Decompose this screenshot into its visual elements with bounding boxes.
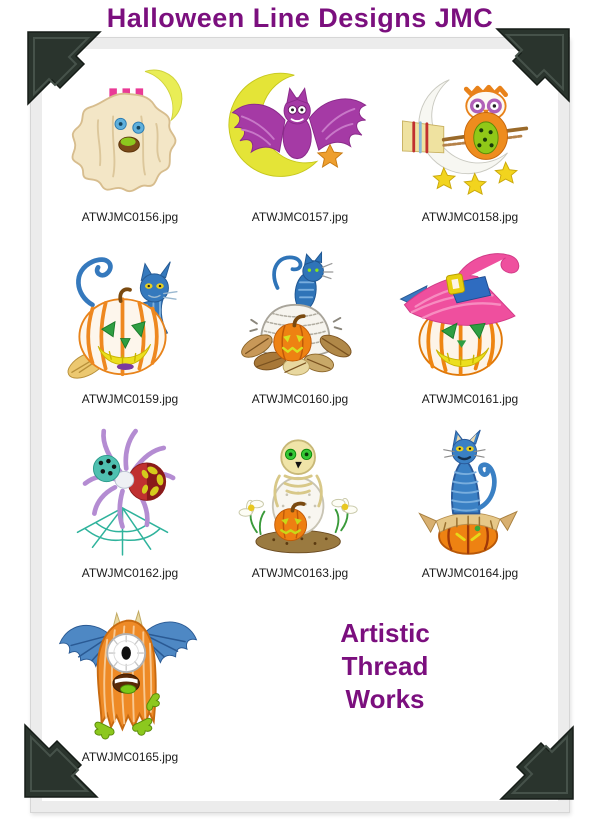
design-thumbnail-pumpkin-cat bbox=[45, 238, 215, 391]
design-cell bbox=[385, 238, 555, 406]
design-grid-row-2 bbox=[45, 238, 555, 406]
design-filename: ATWJMC0160.jpg bbox=[251, 392, 349, 406]
design-grid-row-4 bbox=[45, 594, 555, 764]
brand-line-2: Thread bbox=[341, 650, 429, 681]
album-page bbox=[30, 37, 570, 813]
photo-corner-top-right bbox=[485, 27, 571, 113]
design-thumbnail-bat bbox=[215, 54, 385, 209]
design-cell bbox=[215, 414, 385, 580]
design-thumbnail-pumpkin-witch-hat bbox=[385, 238, 555, 391]
design-filename: ATWJMC0156.jpg bbox=[81, 210, 179, 224]
photo-corner-top-left bbox=[26, 30, 112, 116]
design-filename: ATWJMC0164.jpg bbox=[421, 566, 519, 580]
design-filename: ATWJMC0165.jpg bbox=[81, 750, 179, 764]
design-thumbnail-cat-on-pot bbox=[215, 238, 385, 391]
brand-line-3: Works bbox=[345, 683, 425, 714]
design-filename: ATWJMC0162.jpg bbox=[81, 566, 179, 580]
design-thumbnail-cat-on-pumpkin bbox=[385, 414, 555, 565]
design-filename: ATWJMC0159.jpg bbox=[81, 392, 179, 406]
design-filename: ATWJMC0163.jpg bbox=[251, 566, 349, 580]
page-title: Halloween Line Designs JMC bbox=[106, 3, 494, 33]
design-cell bbox=[45, 414, 215, 580]
design-cell bbox=[215, 54, 385, 224]
design-cell bbox=[385, 414, 555, 580]
brand-line-1: Artistic bbox=[340, 617, 430, 648]
design-cell bbox=[45, 238, 215, 406]
design-filename: ATWJMC0161.jpg bbox=[421, 392, 519, 406]
design-grid-row-1 bbox=[45, 54, 555, 224]
design-thumbnail-skeleton bbox=[215, 414, 385, 565]
design-filename: ATWJMC0158.jpg bbox=[421, 210, 519, 224]
design-grid-row-3 bbox=[45, 414, 555, 580]
photo-corner-bottom-left bbox=[23, 713, 109, 799]
design-filename: ATWJMC0157.jpg bbox=[251, 210, 349, 224]
photo-corner-bottom-right bbox=[489, 715, 575, 801]
design-thumbnail-spider bbox=[45, 414, 215, 565]
design-cell bbox=[215, 238, 385, 406]
